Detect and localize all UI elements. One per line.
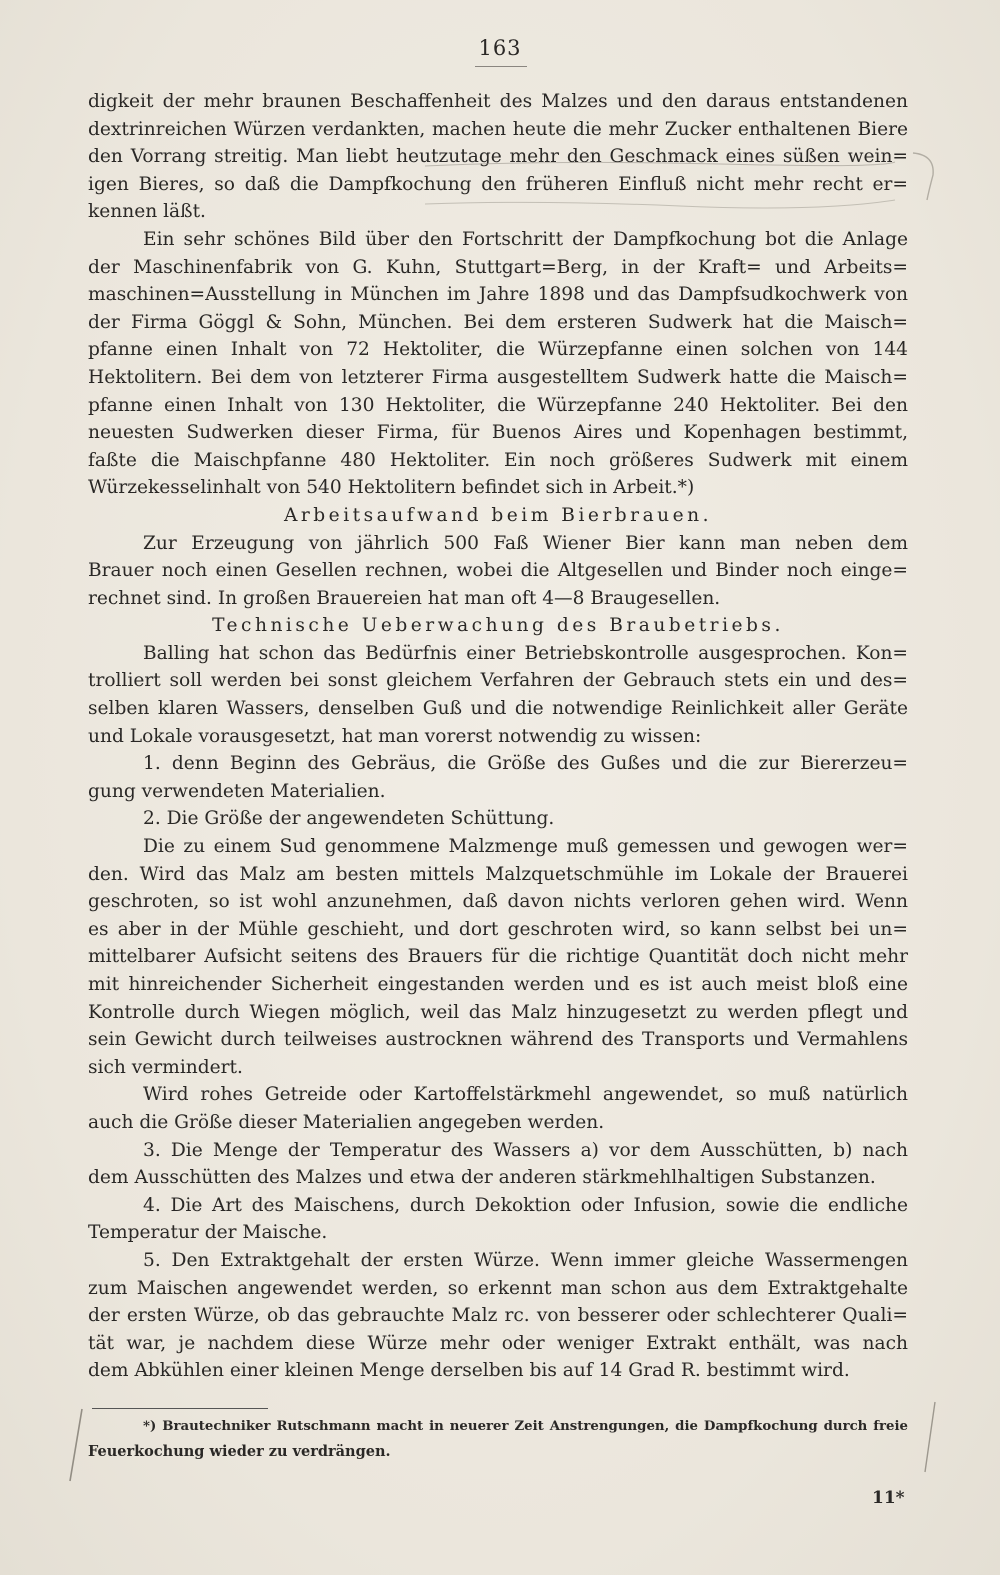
text-line: pfanne einen Inhalt von 72 Hektoliter, die Würzepfanne einen solchen von 144: [88, 339, 908, 361]
text-line: kennen läßt.: [88, 201, 206, 223]
footnote-line: Feuerkochung wieder zu verdrängen.: [88, 1443, 391, 1460]
text-line: dem Abkühlen einer kleinen Menge derselben bis auf 14 Grad R. bestimmt wird.: [88, 1360, 850, 1382]
footnote: [88, 1414, 908, 1464]
page-number: 163: [478, 36, 522, 60]
text-line: Wird rohes Getreide oder Kartoffelstärkmehl angewendet, so muß natürlich: [143, 1084, 908, 1106]
pencil-margin-mark-right: [905, 145, 945, 205]
text-line: Balling hat schon das Bedürfnis einer Betriebskontrolle ausgesprochen. Kon=: [143, 642, 908, 664]
section-heading: Technische Ueberwachung des Braubetriebs.: [212, 615, 784, 637]
text-line: dem Ausschütten des Malzes und etwa der anderen stärkmehlhaltigen Substanzen.: [88, 1167, 876, 1189]
printer-signature-mark: 11*: [872, 1488, 905, 1508]
text-line: und Lokale vorausgesetzt, hat man vorerst notwendig zu wissen:: [88, 725, 702, 747]
text-line: 4. Die Art des Maischens, durch Dekoktion oder Infusion, sowie die endliche: [143, 1194, 908, 1216]
text-line: den Vorrang streitig. Man liebt heutzutage mehr den Geschmack eines süßen wein=: [88, 146, 908, 168]
text-line: faßte die Maischpfanne 480 Hektoliter. Ein noch größeres Sudwerk mit einem: [88, 449, 908, 471]
text-line: Würzekesselinhalt von 540 Hektolitern befindet sich in Arbeit.*): [88, 477, 695, 499]
text-line: neuesten Sudwerken dieser Firma, für Buenos Aires und Kopenhagen bestimmt,: [88, 422, 908, 444]
text-line: igen Bieres, so daß die Dampfkochung den früheren Einfluß nicht mehr recht er=: [88, 173, 908, 195]
text-line: den. Wird das Malz am besten mittels Malzquetschmühle im Lokale der Brauerei: [88, 863, 908, 885]
text-line: der Firma Göggl & Sohn, München. Bei dem ersteren Sudwerk hat die Maisch=: [88, 311, 908, 333]
text-line: 1. denn Beginn des Gebräus, die Größe des Gußes und die zur Biererzeu=: [143, 753, 908, 775]
text-line: Brauer noch einen Gesellen rechnen, wobei die Altgesellen und Binder noch einge=: [88, 560, 908, 582]
text-line: 3. Die Menge der Temperatur des Wassers a) vor dem Ausschütten, b) nach: [143, 1139, 908, 1161]
text-line: dextrinreichen Würzen verdankten, machen heute die mehr Zucker enthaltenen Biere: [88, 118, 908, 140]
text-line: Kontrolle durch Wiegen möglich, weil das Malz hinzugesetzt zu werden pflegt und: [88, 1001, 908, 1023]
text-line: es aber in der Mühle geschieht, und dort geschroten wird, so kann selbst bei un=: [88, 918, 908, 940]
text-line: trolliert soll werden bei sonst gleichem Verfahren der Gebrauch stets ein und des=: [88, 670, 908, 692]
text-line: zum Maischen angewendet werden, so erkennt man schon aus dem Extraktgehalte: [88, 1277, 908, 1299]
text-line: selben klaren Wassers, denselben Guß und die notwendige Reinlichkeit aller Geräte: [88, 698, 908, 720]
text-line: mit hinreichender Sicherheit eingestanden werden und es ist auch meist bloß eine: [88, 974, 908, 995]
text-line: 5. Den Extraktgehalt der ersten Würze. Wenn immer gleiche Wassermengen: [143, 1249, 908, 1271]
text-line: geschroten, so ist wohl anzunehmen, daß davon nichts verloren gehen wird. Wenn: [88, 891, 908, 913]
text-line: 2. Die Größe der angewendeten Schüttung.: [143, 808, 555, 830]
text-line: Die zu einem Sud genommene Malzmenge muß gemessen und gewogen wer=: [143, 836, 908, 858]
pencil-margin-mark-right-footnote: [915, 1398, 945, 1478]
text-line: auch die Größe dieser Materialien angegeben werden.: [88, 1111, 605, 1133]
body-text: [88, 88, 908, 1385]
text-line: rechnet sind. In großen Brauereien hat man oft 4—8 Braugesellen.: [88, 587, 721, 609]
text-line: pfanne einen Inhalt von 130 Hektoliter, die Würzepfanne 240 Hektoliter. Bei den: [88, 394, 908, 416]
section-heading: Arbeitsaufwand beim Bierbrauen.: [283, 504, 713, 526]
text-line: tät war, je nachdem diese Würze mehr oder weniger Extrakt enthält, was nach: [88, 1332, 908, 1354]
text-line: Hektolitern. Bei dem von letzterer Firma ausgestelltem Sudwerk hatte die Maisch=: [88, 366, 908, 388]
text-line: gung verwendeten Materialien.: [88, 780, 386, 802]
text-line: digkeit der mehr braunen Beschaffenheit des Malzes und den daraus entstandenen: [88, 91, 908, 112]
text-line: Zur Erzeugung von jährlich 500 Faß Wiener Bier kann man neben dem: [143, 532, 908, 554]
page-number-rule: [475, 66, 527, 67]
text-line: der Maschinenfabrik von G. Kuhn, Stuttgart=Berg, in der Kraft= und Arbeits=: [88, 256, 908, 278]
text-line: der ersten Würze, ob das gebrauchte Malz rc. von besserer oder schlechterer Quali=: [88, 1305, 908, 1327]
text-line: sein Gewicht durch teilweises austrocknen während des Transports und Vermahlens: [88, 1029, 908, 1051]
text-line: Ein sehr schönes Bild über den Fortschritt der Dampfkochung bot die Anlage: [143, 228, 908, 250]
footnote-line: *) Brautechniker Rutschmann macht in neuerer Zeit Anstrengungen, die Dampfkochung durch freie: [143, 1419, 908, 1434]
text-line: mittelbarer Aufsicht seitens des Brauers für die richtige Quantität doch nicht mehr: [88, 946, 908, 968]
pencil-margin-mark-left: [60, 1405, 90, 1485]
text-line: maschinen=Ausstellung in München im Jahre 1898 und das Dampfsudkochwerk von: [88, 284, 908, 306]
footnote-rule: [92, 1408, 268, 1409]
text-line: sich vermindert.: [88, 1056, 243, 1078]
text-line: Temperatur der Maische.: [88, 1222, 328, 1244]
